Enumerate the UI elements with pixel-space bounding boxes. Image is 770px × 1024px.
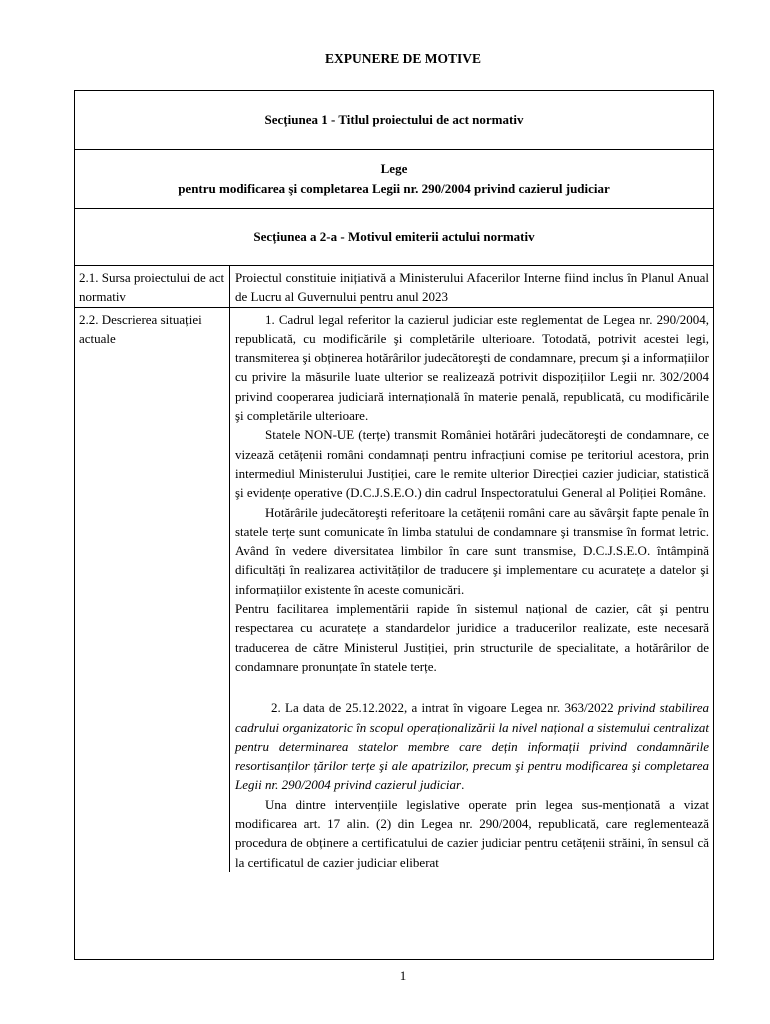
section-2-header — [75, 209, 713, 266]
row-text-current-situation — [230, 308, 713, 872]
law-title-line-2: pentru modificarea şi completarea Legii nr. 290/2004 privind cazierul judiciar — [178, 181, 610, 196]
paragraph-law-363 — [235, 698, 709, 794]
law-363-end: . — [461, 777, 465, 793]
paragraph-translation-need: Pentru facilitarea implementării rapide în sistemul național de cazier, cât şi pentru respectarea cu acuratețe a standardelor juridice a traducerilor realizate, este necesară traducerea de către Ministerul Justiției, prin structurile de specialitate, a hotărârilor de condamnare pronunțate în statele terțe. — [235, 601, 709, 674]
row-text-source: Proiectul constituie inițiativă a Ministerului Afacerilor Interne fiind inclus în Planul Anual de Lucru al Guvernului pentru anul 2023 — [235, 270, 709, 305]
motives-table — [74, 90, 714, 960]
paragraph-legislative-intervention: Una dintre intervențiile legislative operate prin legea sus-menționată a vizat modificarea art. 17 alin. (2) din Legea nr. 290/2004, republicată, care reglementează procedura de obținere a certificatului de cazier judiciar pentru cetățenii străini, în sensul că la certificatul de cazier judiciar eliberat — [235, 796, 709, 870]
paragraph-legal-framework: 1. Cadrul legal referitor la cazierul judiciar este reglementat de Legea nr. 290/2004, republicată, cu modificările şi completările ulterioare. Totodată, potrivit acestei legi, transmiterea şi obținerea hotărârilor judecătoreşti de condamnare, precum şi a informațiilor cu privire la măsurile luate ulterior se realizează potrivit dispozițiilor Legii nr. 302/2004 privind cooperarea judiciară internațională în materie penală, republicată, cu modificările şi completările ulterioare. — [235, 311, 709, 424]
section-1-header — [75, 91, 713, 150]
section-1-title: Secțiunea 1 - Titlul proiectului de act normativ — [264, 112, 524, 127]
paragraph-court-decisions: Hotărârile judecătoreşti referitoare la cetățenii români care au săvârşit fapte penale în statele terțe sunt comunicate în limba statului de condamnare şi transmise în format letric. Având în vedere diversitatea limbilor în care sunt transmise, D.C.J.S.E.O. întâmpină dificultăți în realizarea activităților de traducere şi implementare cu acuratețe a datelor şi informațiilor existente în aceste comunicări. — [235, 504, 709, 597]
paragraph-non-eu-states: Statele NON-UE (terțe) transmit României hotărâri judecătoreşti de condamnare, ce vizează cetățenii români condamnați pentru infracțiuni comise pe teritoriul acestora, prin intermediul Ministerului Justiției, care le remite ulterior Direcției cazier judiciar, statistică şi evidențe operative (D.C.J.S.E.O.) din cadrul Inspectoratului General al Poliției Române. — [235, 427, 709, 501]
law-title-block — [75, 150, 713, 209]
row-label-current-situation: 2.2. Descrierea situației actuale — [75, 308, 230, 872]
table-row-source — [75, 266, 713, 308]
paragraph-spacer — [235, 676, 709, 698]
law-title-line-1: Lege — [380, 161, 408, 176]
section-2-title: Secțiunea a 2-a - Motivul emiterii actului normativ — [253, 229, 535, 244]
law-363-intro: 2. La data de 25.12.2022, a intrat în vigoare Legea nr. 363/2022 — [271, 700, 618, 716]
page-title: EXPUNERE DE MOTIVE — [324, 51, 481, 66]
law-363-title: privind stabilirea cadrului organizatoric în scopul operaționalizării la nivel național a sistemului centralizat pentru determinarea statelor membre care dețin informații privind condamnările resortisanților țărilor terțe şi ale apatrizilor, precum şi pentru modificarea şi completarea Legii nr. 290/2004 privind cazierul judiciar — [235, 700, 709, 793]
table-row-current-situation — [75, 308, 713, 872]
page-number: 1 — [399, 968, 407, 983]
row-label-source: 2.1. Sursa proiectului de act normativ — [75, 266, 230, 307]
